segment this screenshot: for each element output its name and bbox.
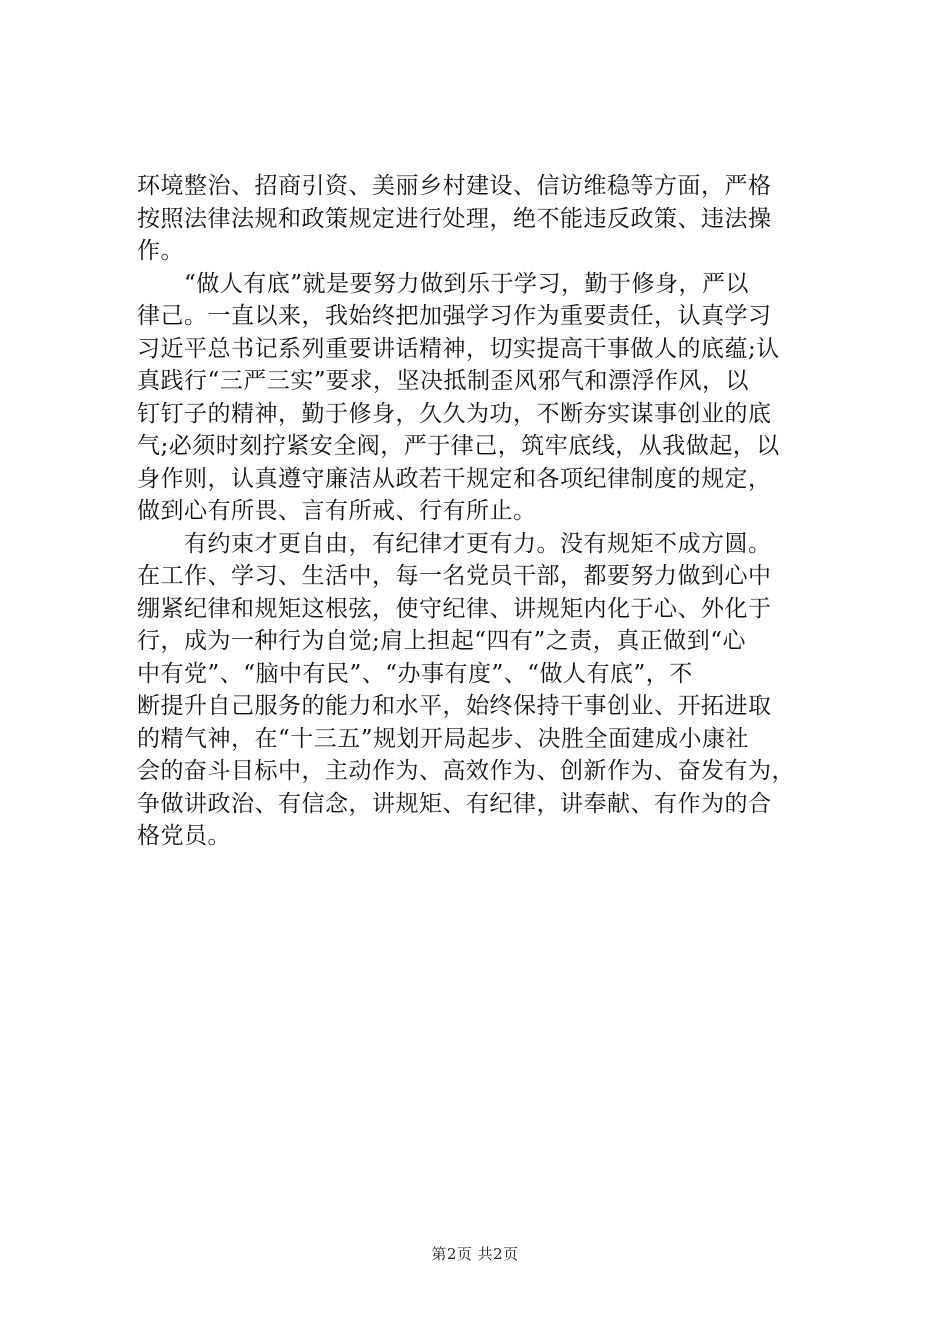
text-line: 作。 [137, 238, 184, 264]
text-line: “做人有底”就是要努力做到乐于学习，勤于修身，严以 [137, 270, 750, 297]
text-line: 行，成为一种行为自觉;肩上担起“四有”之责，真正做到“心 [137, 628, 747, 654]
text-line: 习近平总书记系列重要讲话精神，切实提高干事做人的底蕴;认 [137, 335, 780, 362]
text-line: 绷紧纪律和规矩这根弦，使守纪律、讲规矩内化于心、外化于 [137, 595, 772, 622]
text-line: 真践行“三严三实”要求，坚决抵制歪风邪气和漂浮作风，以 [137, 368, 750, 394]
text-line: 的精气神，在“十三五”规划开局起步、决胜全面建成小康社 [137, 725, 750, 752]
text-line: 格党员。 [137, 823, 231, 849]
text-line: 会的奋斗目标中，主动作为、高效作为、创新作为、奋发有为， [137, 758, 795, 784]
text-line: 身作则，认真遵守廉洁从政若干规定和各项纪律制度的规定， [137, 465, 772, 492]
page-number-label: 第2页 共2页 [431, 1245, 519, 1263]
text-line: 环境整治、招商引资、美丽乡村建设、信访维稳等方面，严格 [137, 173, 772, 199]
text-line: 做到心有所畏、言有所戒、行有所止。 [137, 498, 537, 524]
document-body [137, 170, 827, 853]
text-line: 律己。一直以来，我始终把加强学习作为重要责任，认真学习 [137, 303, 772, 329]
text-line: 钉钉子的精神，勤于修身，久久为功，不断夯实谋事创业的底 [137, 400, 772, 427]
text-line: 中有党”、“脑中有民”、“办事有度”、“做人有底”，不 [137, 660, 693, 687]
page-footer [0, 1243, 950, 1264]
text-line: 争做讲政治、有信念，讲规矩、有纪律，讲奉献、有作为的合 [137, 790, 772, 817]
text-line: 断提升自己服务的能力和水平，始终保持干事创业、开拓进取 [137, 693, 772, 719]
text-line: 气;必须时刻拧紧安全阀，严于律己，筑牢底线，从我做起，以 [137, 433, 780, 459]
text-line: 有约束才更自由，有纪律才更有力。没有规矩不成方圆。 [137, 530, 772, 557]
text-line: 在工作、学习、生活中，每一名党员干部，都要努力做到心中 [137, 563, 772, 589]
text-line: 按照法律法规和政策规定进行处理，绝不能违反政策、违法操 [137, 205, 772, 232]
